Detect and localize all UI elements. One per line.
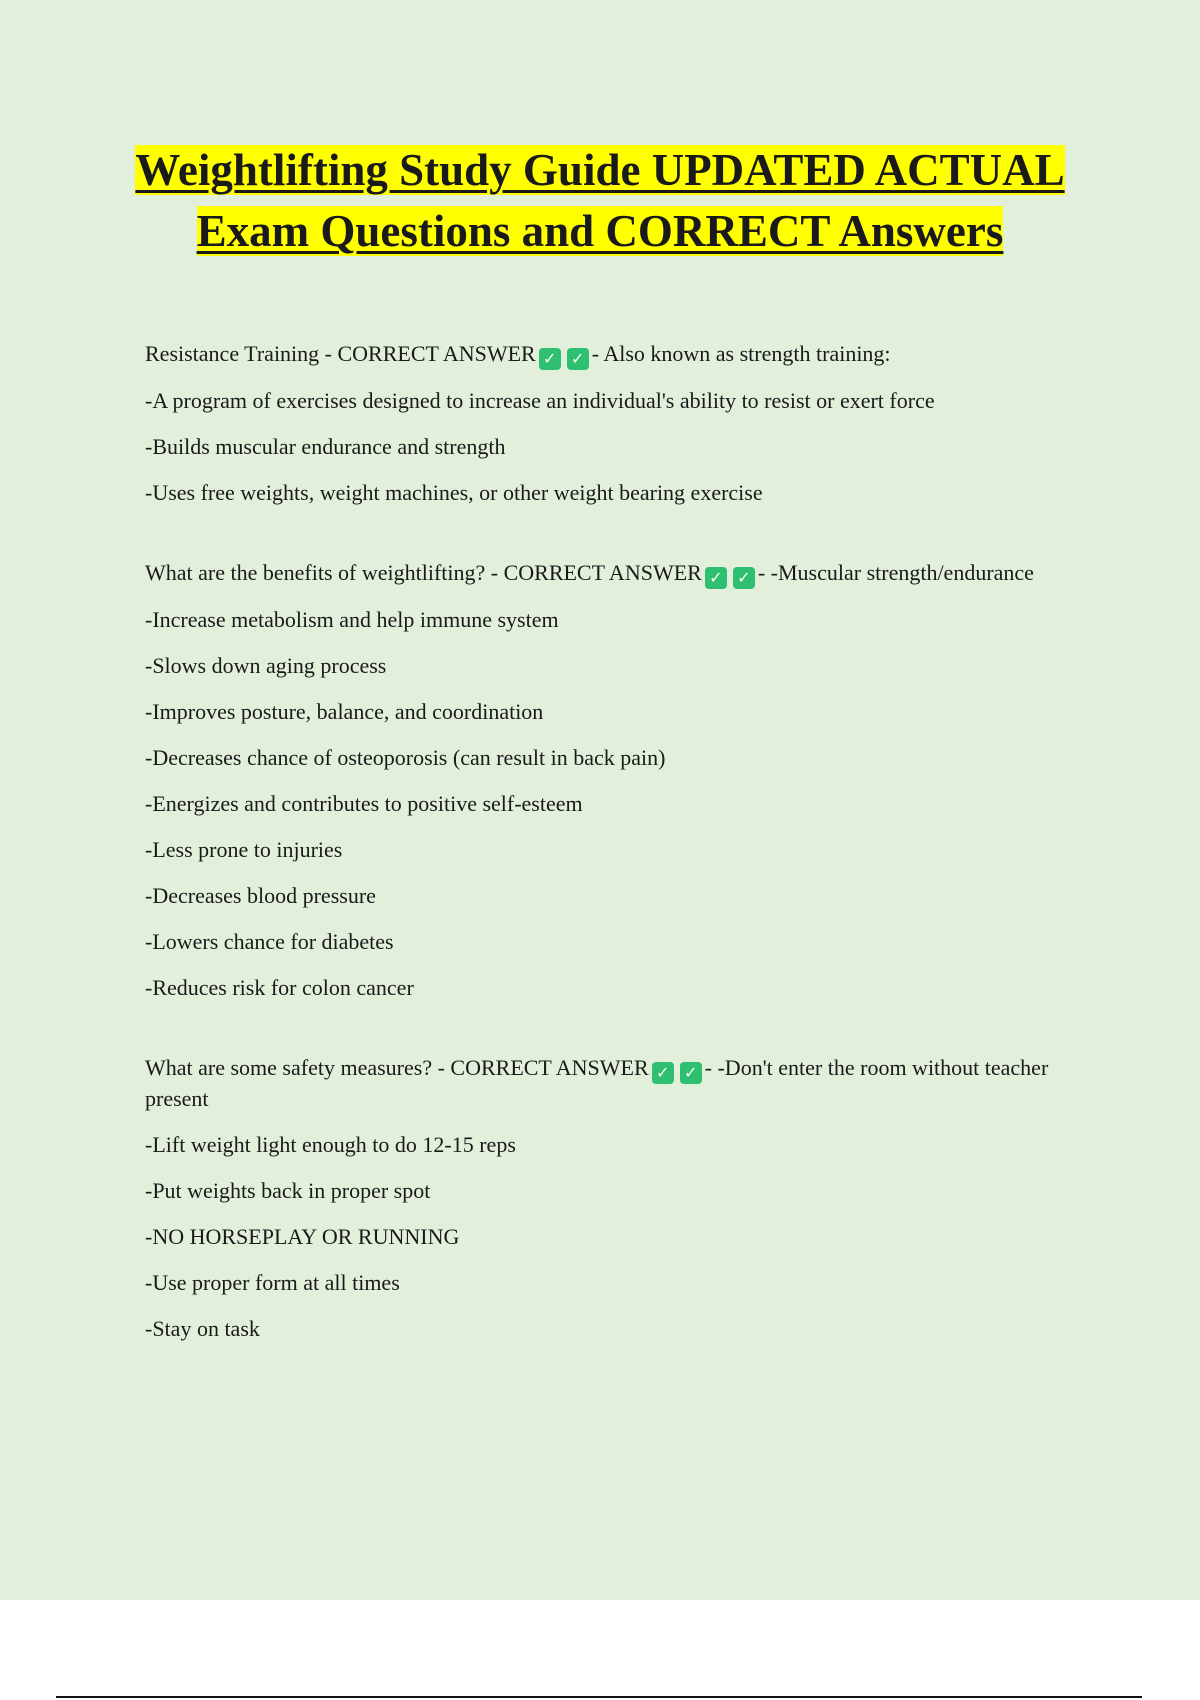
document-body <box>145 339 1085 1394</box>
answer-start: - Also known as strength training: <box>591 341 891 366</box>
qa-block-safety-measures <box>145 1053 1085 1344</box>
answer-line: -Put weights back in proper spot <box>145 1178 431 1203</box>
answer-line: -Less prone to injuries <box>145 837 343 862</box>
title-highlight: Weightlifting Study Guide UPDATED ACTUAL Exam Questions and CORRECT Answers <box>135 145 1065 256</box>
question-line <box>145 339 1085 370</box>
answer-line: -Improves posture, balance, and coordination <box>145 699 544 724</box>
question-line <box>145 1053 1085 1114</box>
qa-block-benefits <box>145 558 1085 1003</box>
answer-line: -Decreases chance of osteoporosis (can result in back pain) <box>145 745 666 770</box>
answer-line: -A program of exercises designed to increase an individual's ability to resist or exert force <box>145 388 935 413</box>
answer-start: - -Don't enter the room without teacher present <box>145 1055 1049 1111</box>
question-text: What are some safety measures? - CORRECT ANSWER <box>145 1055 649 1080</box>
answer-line: -NO HORSEPLAY OR RUNNING <box>145 1224 460 1249</box>
answer-line: -Energizes and contributes to positive self-esteem <box>145 791 583 816</box>
answer-start: - -Muscular strength/endurance <box>757 560 1034 585</box>
check-mark-icon: ✓ <box>705 567 727 589</box>
question-text: Resistance Training - CORRECT ANSWER <box>145 341 536 366</box>
qa-block-resistance-training <box>145 339 1085 508</box>
check-mark-icon: ✓ <box>680 1062 702 1084</box>
answer-line: -Use proper form at all times <box>145 1270 400 1295</box>
check-mark-icon: ✓ <box>539 348 561 370</box>
answer-line: -Lowers chance for diabetes <box>145 929 394 954</box>
answer-line: -Decreases blood pressure <box>145 883 376 908</box>
answer-line: -Uses free weights, weight machines, or other weight bearing exercise <box>145 480 763 505</box>
question-text: What are the benefits of weightlifting? - CORRECT ANSWER <box>145 560 702 585</box>
answer-line: -Stay on task <box>145 1316 260 1341</box>
question-line <box>145 558 1085 589</box>
document-title <box>100 140 1100 262</box>
answer-line: -Slows down aging process <box>145 653 387 678</box>
check-mark-icon: ✓ <box>567 348 589 370</box>
check-mark-icon: ✓ <box>652 1062 674 1084</box>
answer-line: -Reduces risk for colon cancer <box>145 975 414 1000</box>
answer-line: -Increase metabolism and help immune system <box>145 607 559 632</box>
answer-line: -Lift weight light enough to do 12-15 reps <box>145 1132 516 1157</box>
answer-line: -Builds muscular endurance and strength <box>145 434 506 459</box>
footer-divider <box>56 1696 1142 1698</box>
check-mark-icon: ✓ <box>733 567 755 589</box>
